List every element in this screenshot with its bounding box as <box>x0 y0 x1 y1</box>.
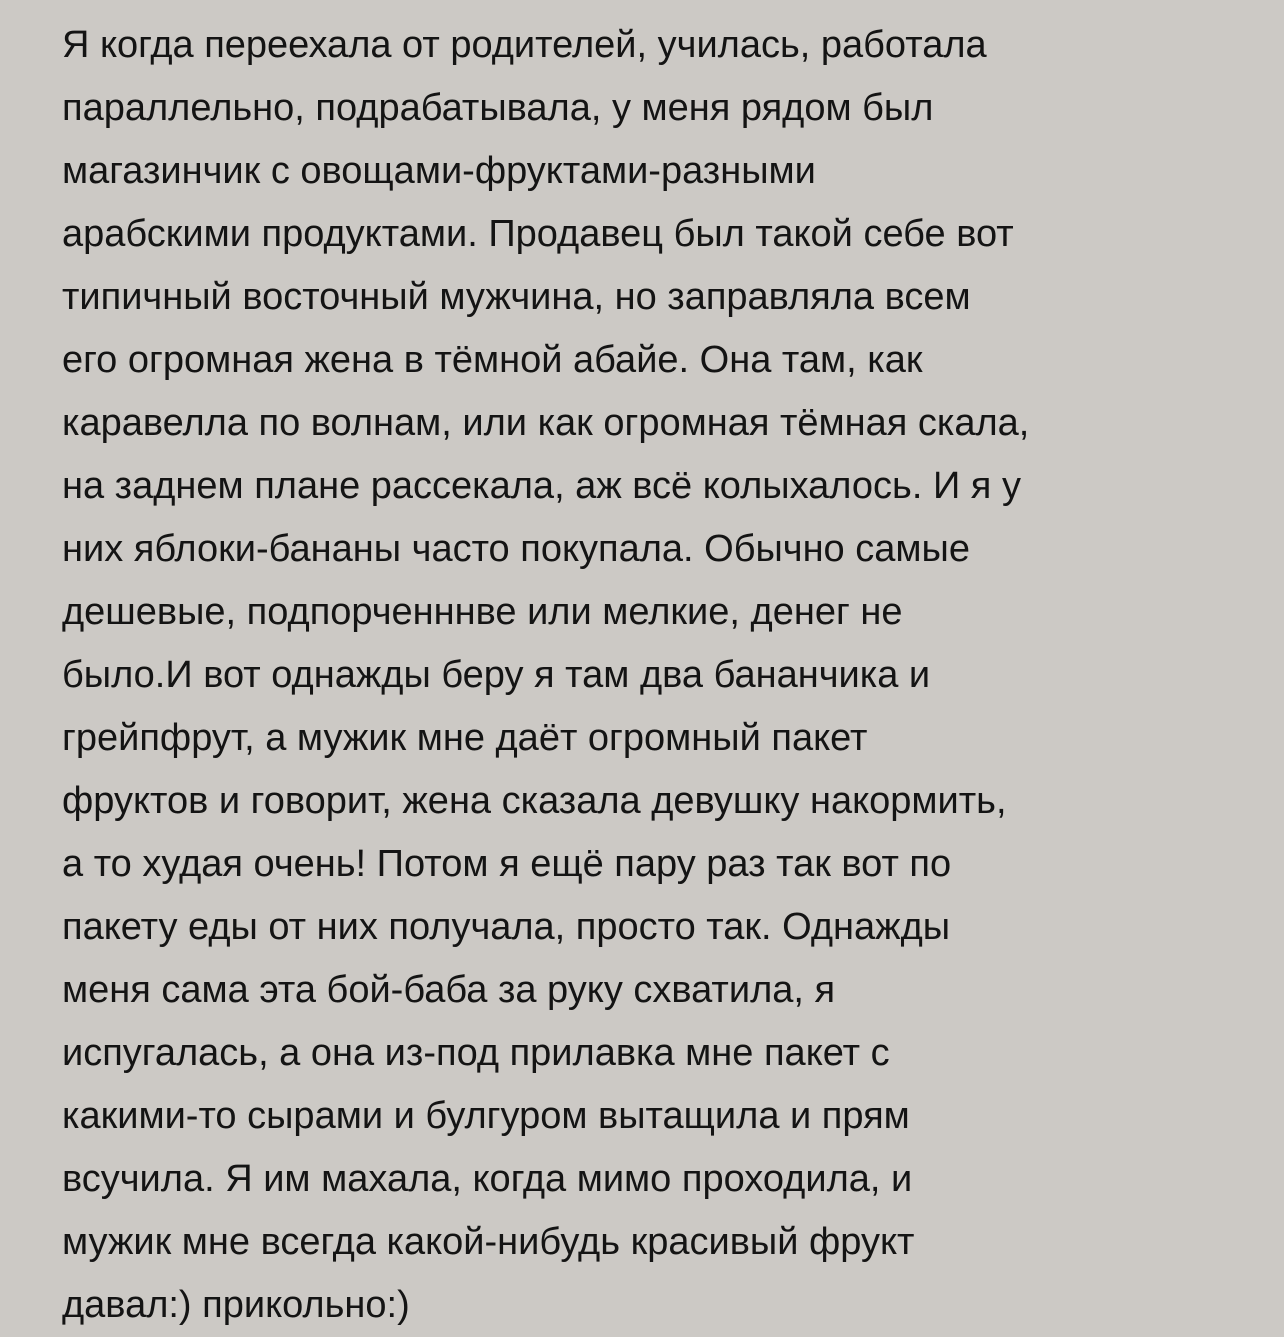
text-line: арабскими продуктами. Продавец был такой себе вот <box>62 213 1014 255</box>
text-line: пакету еды от них получала, просто так. Однажды <box>62 906 951 948</box>
text-line: мужик мне всегда какой-нибудь красивый фрукт <box>62 1221 915 1263</box>
text-line: них яблоки-бананы часто покупала. Обычно самые <box>62 528 970 570</box>
text-line: всучила. Я им махала, когда мимо проходила, и <box>62 1158 913 1200</box>
text-line: Я когда переехала от родителей, училась, работала <box>62 24 987 66</box>
text-line: было.И вот однажды беру я там два бананчика и <box>62 654 931 696</box>
text-line: на заднем плане рассекала, аж всё колыхалось. И я у <box>62 465 1021 507</box>
text-line: фруктов и говорит, жена сказала девушку накормить, <box>62 780 1007 822</box>
text-line: грейпфрут, а мужик мне даёт огромный пакет <box>62 717 868 759</box>
text-line: какими-то сырами и булгуром вытащила и прям <box>62 1095 910 1137</box>
text-line: а то худая очень! Потом я ещё пару раз так вот по <box>62 843 952 885</box>
text-line: каравелла по волнам, или как огромная тёмная скала, <box>62 402 1030 444</box>
text-line: параллельно, подрабатывала, у меня рядом был <box>62 87 934 129</box>
text-line: магазинчик с овощами-фруктами-разными <box>62 150 816 192</box>
text-line: меня сама эта бой-баба за руку схватила, я <box>62 969 836 1011</box>
text-line: его огромная жена в тёмной абайе. Она там, как <box>62 339 923 381</box>
text-line: дешевые, подпорченннве или мелкие, денег не <box>62 591 903 633</box>
text-line: давал:) прикольно:) <box>62 1284 410 1326</box>
post-text <box>62 14 1244 1337</box>
text-line: типичный восточный мужчина, но заправляла всем <box>62 276 971 318</box>
text-line: испугалась, а она из-под прилавка мне пакет с <box>62 1032 890 1074</box>
